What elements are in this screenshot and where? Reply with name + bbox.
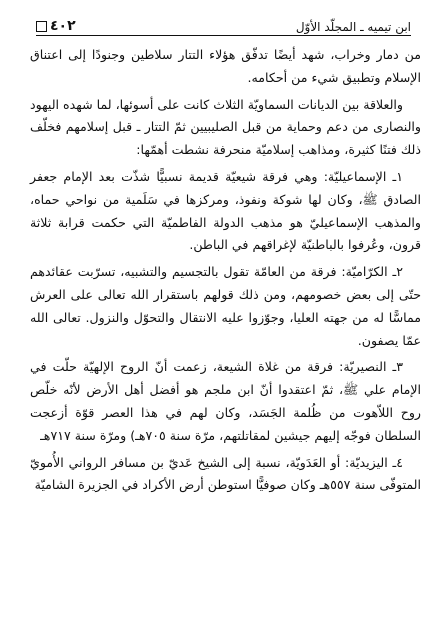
page-number [36,18,76,34]
paragraph: من دمار وخراب، شهد أيضًا تدفّق هؤلاء التتار سلاطين وجنودًا إلى اعتناق الإسلام وتطبيق شيء من أحكامه. [30,47,421,85]
paragraph: والعلاقة بين الديانات السماويّة الثلاث كانت على أسوئها، لما شهده اليهود والنصارى من دعم وحماية من قبل الصليبيين ثمّ التتار ـ قبل إسلامهم فخلّف ذلك فتنًا كثيرة، ومذاهب إسلاميّة منحرفة نشطت أهمّها: [30,96,421,158]
square-ornament-icon [36,21,47,32]
header-rule [36,35,411,36]
page-body [30,44,421,635]
paragraph: ٤ـ اليزيديّة: أو العَدَويّة، نسبة إلى الشيخ عَديّ بن مسافر الرواني الأُمويّ المتوفّى سنة ٥٥٧هـ وكان صوفيًّا استوطن أرض الأكراد في الجزيرة الشاميّة [30,454,421,493]
page-number-text: ٤٠٢ [50,18,76,34]
running-title: ابن تيميه ـ المجلّد الأوّل [295,20,411,34]
page-header [36,10,411,34]
paragraph: ٣ـ النصيريّة: فرقة من غلاة الشيعة، زعمت أنّ الروح الإلهيّة حلّت في الإمام علي ﷺ، ثمّ اعتقدوا أنّ ابن ملجم هو أفضل أهل الأرض لأنّه خلّص روح اللاّهوت من ظُلمة الجَسَد، وكان لهم في هذا العصر قوّة أزعجت السلطان فوجّه إليهم جيشين لمقاتلتهم، مرّة سنة ٧٠٥هـ) ومرّة سنة ٧١٧هـ [30,359,421,443]
paragraph: ٢ـ الكرّاميّة: فرقة من العامّة تقول بالتجسيم والتشبيه، تسرّبت عقائدهم حتّى إلى بعض خصومهم، ومن ذلك قولهم باستقرار الله تعالى على العرش مماسًّا له من جهته العليا، وجوّزوا عليه الانتقال والتحوّل والنزول. تعالى الله عمّا يصفون. [30,264,421,348]
paragraph: ١ـ الإسماعيليّة: وهي فرقة شيعيّة قديمة نسبيًّا شذّت بعد الإمام جعفر الصادق ﷺ، وكان لها شوكة ونفوذ، ومركزها في سَلَمية من نواحي حماه، والمذهب الإسماعيليّ هو مذهب الدولة الفاطميّة التي حكمت قرابة ثلاثة قرون، وعُرفوا بالباطنيّة لإغراقهم في الباطن. [30,168,421,253]
